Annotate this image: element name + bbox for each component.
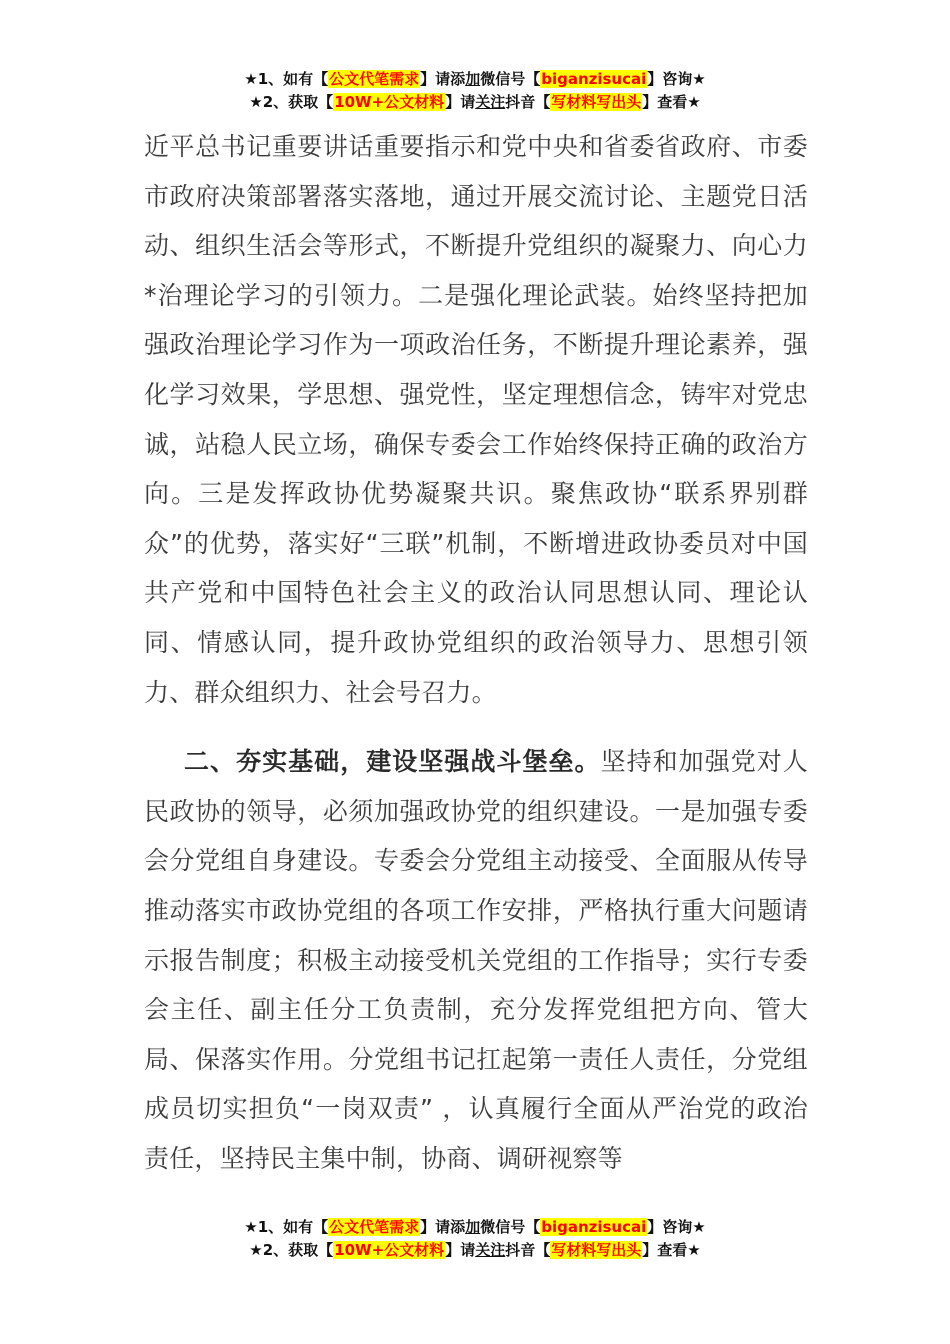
header-banner (0, 68, 950, 114)
highlight-service: 公文代笔需求 (329, 70, 420, 88)
highlight-materials: 10W+公文材料 (334, 1241, 445, 1259)
paragraph-2 (144, 737, 808, 1183)
paragraph-1: 近平总书记重要讲话重要指示和党中央和省委省政府、市委市政府决策部署落实落地，通过开展交流讨论、主题党日活动、组织生活会等形式，不断提升党组织的凝聚力、向心力*治理论学习的引领力。二是强化理论武装。始终坚持把加强政治理论学习作为一项政治任务，不断提升理论素养，强化学习效果，学思想、强党性，坚定理想信念，铸牢对党忠诚，站稳人民立场，确保专委会工作始终保持正确的政治方向。三是发挥政协优势凝聚共识。聚焦政协“联系界别群众”的优势，落实好“三联”机制，不断增进政协委员对中国共产党和中国特色社会主义的政治认同思想认同、理论认同、情感认同，提升政协党组织的政治领导力、思想引领力、群众组织力、社会号召力。 (144, 132, 808, 707)
footer-line-1: ★1、如有【公文代笔需求】请添加微信号【biganzisucai】咨询★ (244, 1218, 706, 1236)
wechat-id: biganzisucai (541, 1218, 647, 1236)
section-heading: 二、夯实基础，建设坚强战斗堡垒。 (184, 747, 601, 777)
highlight-service: 公文代笔需求 (329, 1218, 420, 1236)
document-body (144, 122, 808, 1183)
footer-banner (0, 1216, 950, 1262)
wechat-id: biganzisucai (541, 70, 647, 88)
highlight-materials: 10W+公文材料 (334, 93, 445, 111)
header-line-2: ★2、获取【10W+公文材料】请关注抖音【写材料写出头】查看★ (249, 93, 701, 111)
footer-line-2: ★2、获取【10W+公文材料】请关注抖音【写材料写出头】查看★ (249, 1241, 701, 1259)
header-line-1: ★1、如有【公文代笔需求】请添加微信号【biganzisucai】咨询★ (244, 70, 706, 88)
paragraph-2-text: 坚持和加强党对人民政协的领导，必须加强政协党的组织建设。一是加强专委会分党组自身建设。专委会分党组主动接受、全面服从传导推动落实市政协党组的各项工作安排，严格执行重大问题请示报告制度；积极主动接受机关党组的工作指导；实行专委会主任、副主任分工负责制，充分发挥党组把方向、管大局、保落实作用。分党组书记扛起第一责任人责任，分党组成员切实担负“一岗双责” ，认真履行全面从严治党的政治责任，坚持民主集中制，协商、调研视察等 (144, 747, 809, 1173)
douyin-account: 写材料写出头 (551, 93, 642, 111)
douyin-account: 写材料写出头 (551, 1241, 642, 1259)
